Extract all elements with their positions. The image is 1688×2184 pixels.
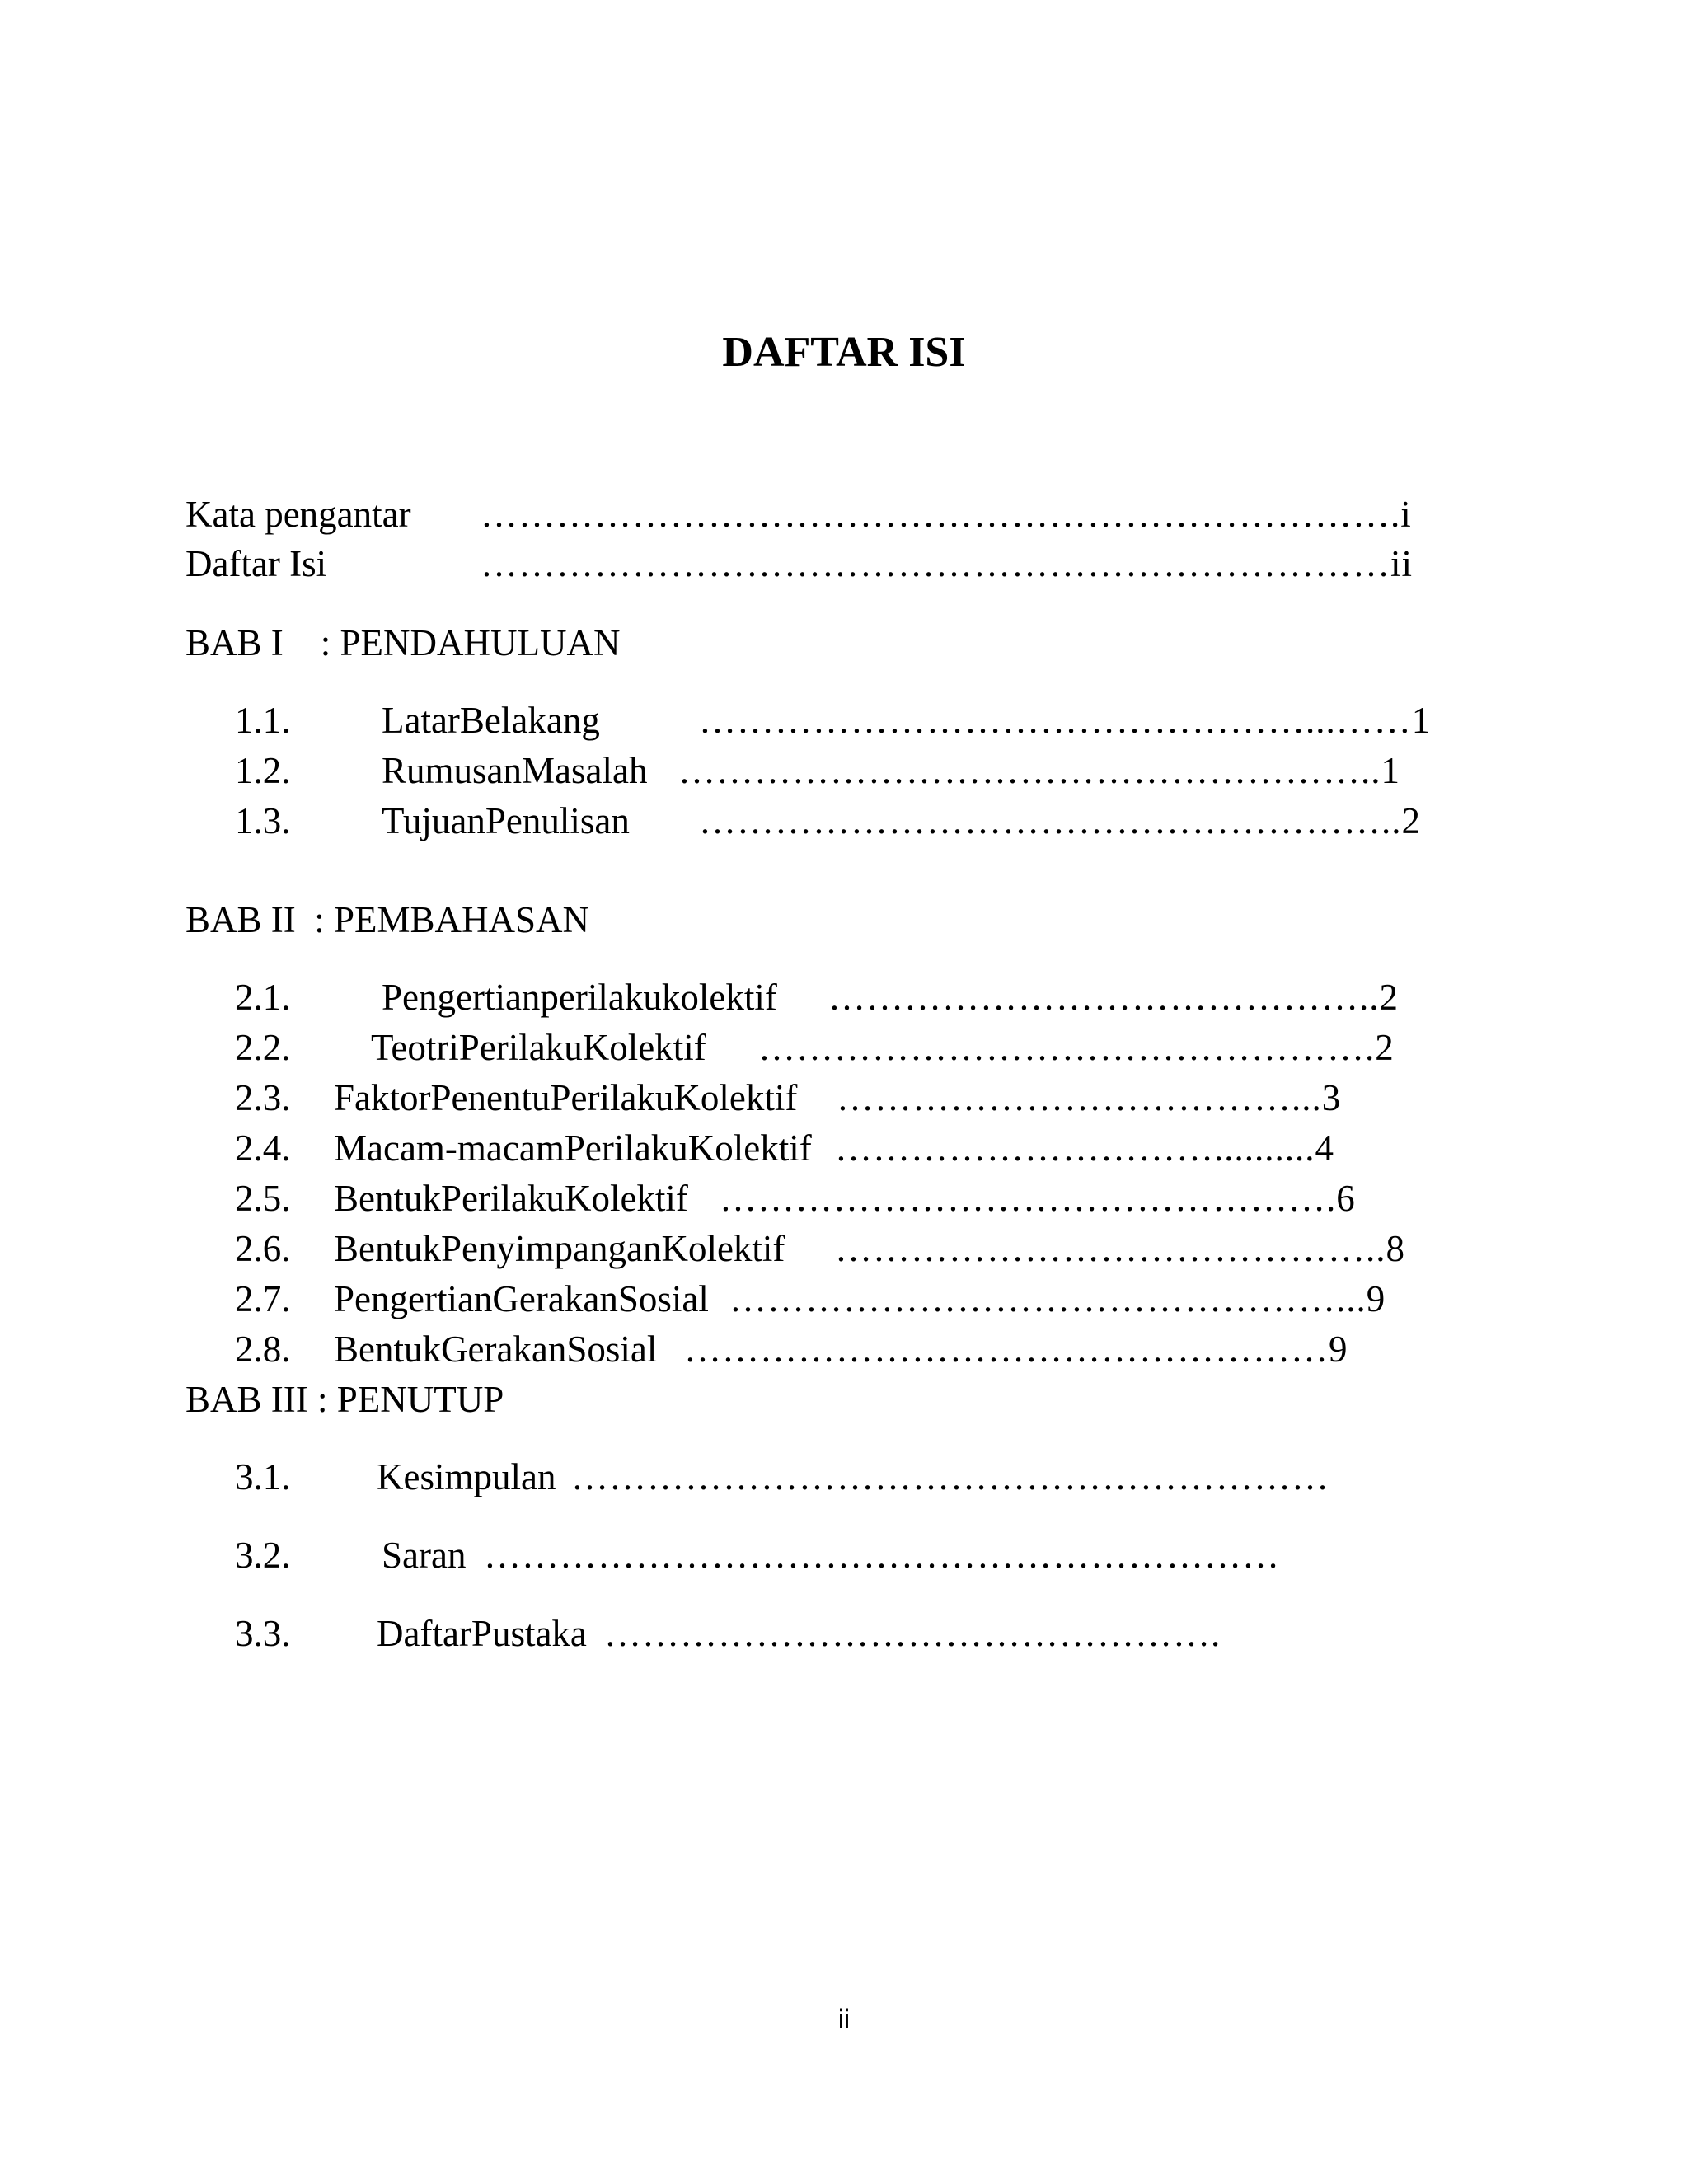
toc-entry-number: 2.5. — [235, 1178, 291, 1219]
toc-entry-number: 2.8. — [235, 1329, 291, 1370]
toc-entry-label: Daftar Isi — [185, 543, 327, 584]
toc-entry-number: 3.1. — [235, 1456, 291, 1497]
toc-entry-label: LatarBelakang — [382, 700, 600, 741]
toc-entry-label: TeotriPerilakuKolektif — [371, 1027, 706, 1068]
toc-entry-label: Saran — [382, 1535, 467, 1576]
toc-entry-leader: ………………………………………….2 — [758, 1027, 1395, 1068]
toc-entry-label: DaftarPustaka — [377, 1613, 587, 1654]
toc-entry-leader: …………………………………………...9 — [729, 1278, 1386, 1319]
chapter-heading-bab-3: BAB III : PENUTUP — [185, 1379, 504, 1420]
toc-entry-number: 2.3. — [235, 1077, 291, 1118]
toc-entry-leader: ………………………………...3 — [837, 1077, 1342, 1118]
page-number: ii — [837, 2004, 851, 2034]
toc-entry-number: 1.1. — [235, 700, 291, 741]
toc-entry-leader: ……………………………………………………………….i — [481, 494, 1412, 535]
chapter-heading-bab-2: BAB II : PEMBAHASAN — [185, 899, 590, 940]
chapter-heading-bab-1: BAB I : PENDAHULUAN — [185, 622, 621, 663]
toc-entry-leader: …………………………………………...……1 — [699, 700, 1432, 741]
page-title: DAFTAR ISI — [722, 329, 966, 376]
toc-entry-number: 3.2. — [235, 1535, 291, 1576]
toc-entry-leader: ………………………………………………………………ii — [481, 543, 1414, 584]
toc-entry-number: 1.3. — [235, 800, 291, 841]
toc-entry-label: BentukPenyimpanganKolektif — [334, 1228, 785, 1269]
toc-entry-label: Kata pengantar — [185, 494, 411, 535]
toc-entry-number: 1.2. — [235, 750, 291, 791]
toc-entry-leader: …………………………………………. — [604, 1613, 1221, 1654]
toc-entry-number: 2.7. — [235, 1278, 291, 1319]
toc-entry-leader: ………………………………………….6 — [720, 1178, 1356, 1219]
toc-entry-leader: ……………………………………..2 — [828, 977, 1399, 1018]
toc-entry-label: PengertianGerakanSosial — [334, 1278, 709, 1319]
toc-entry-label: TujuanPenulisan — [382, 800, 630, 841]
toc-entry-leader: ……………………………………..8 — [835, 1228, 1405, 1269]
toc-entry-leader: ……………………………………………………… — [484, 1535, 1280, 1576]
toc-entry-label: RumusanMasalah — [382, 750, 648, 791]
toc-entry-leader: ………………………………………………..1 — [678, 750, 1400, 791]
toc-entry-number: 2.6. — [235, 1228, 291, 1269]
toc-entry-label: BentukGerakanSosial — [334, 1329, 658, 1370]
toc-entry-leader: ……………………………………………9 — [684, 1329, 1348, 1370]
toc-entry-label: Kesimpulan — [377, 1456, 556, 1497]
toc-entry-number: 2.2. — [235, 1027, 291, 1068]
toc-entry-label: Macam-macamPerilakuKolektif — [334, 1127, 812, 1169]
toc-entry-number: 2.4. — [235, 1127, 291, 1169]
toc-entry-label: BentukPerilakuKolektif — [334, 1178, 688, 1219]
toc-entry-leader: …………………………..........4 — [835, 1127, 1334, 1169]
toc-entry-label: Pengertianperilakukolektif — [382, 977, 777, 1018]
toc-entry-label: FaktorPenentuPerilakuKolektif — [334, 1077, 798, 1118]
toc-entry-number: 3.3. — [235, 1613, 291, 1654]
toc-entry-number: 2.1. — [235, 977, 291, 1018]
toc-entry-leader: …………………………………………………… — [571, 1456, 1329, 1497]
toc-entry-leader: ………………………………………………..2 — [699, 800, 1421, 841]
